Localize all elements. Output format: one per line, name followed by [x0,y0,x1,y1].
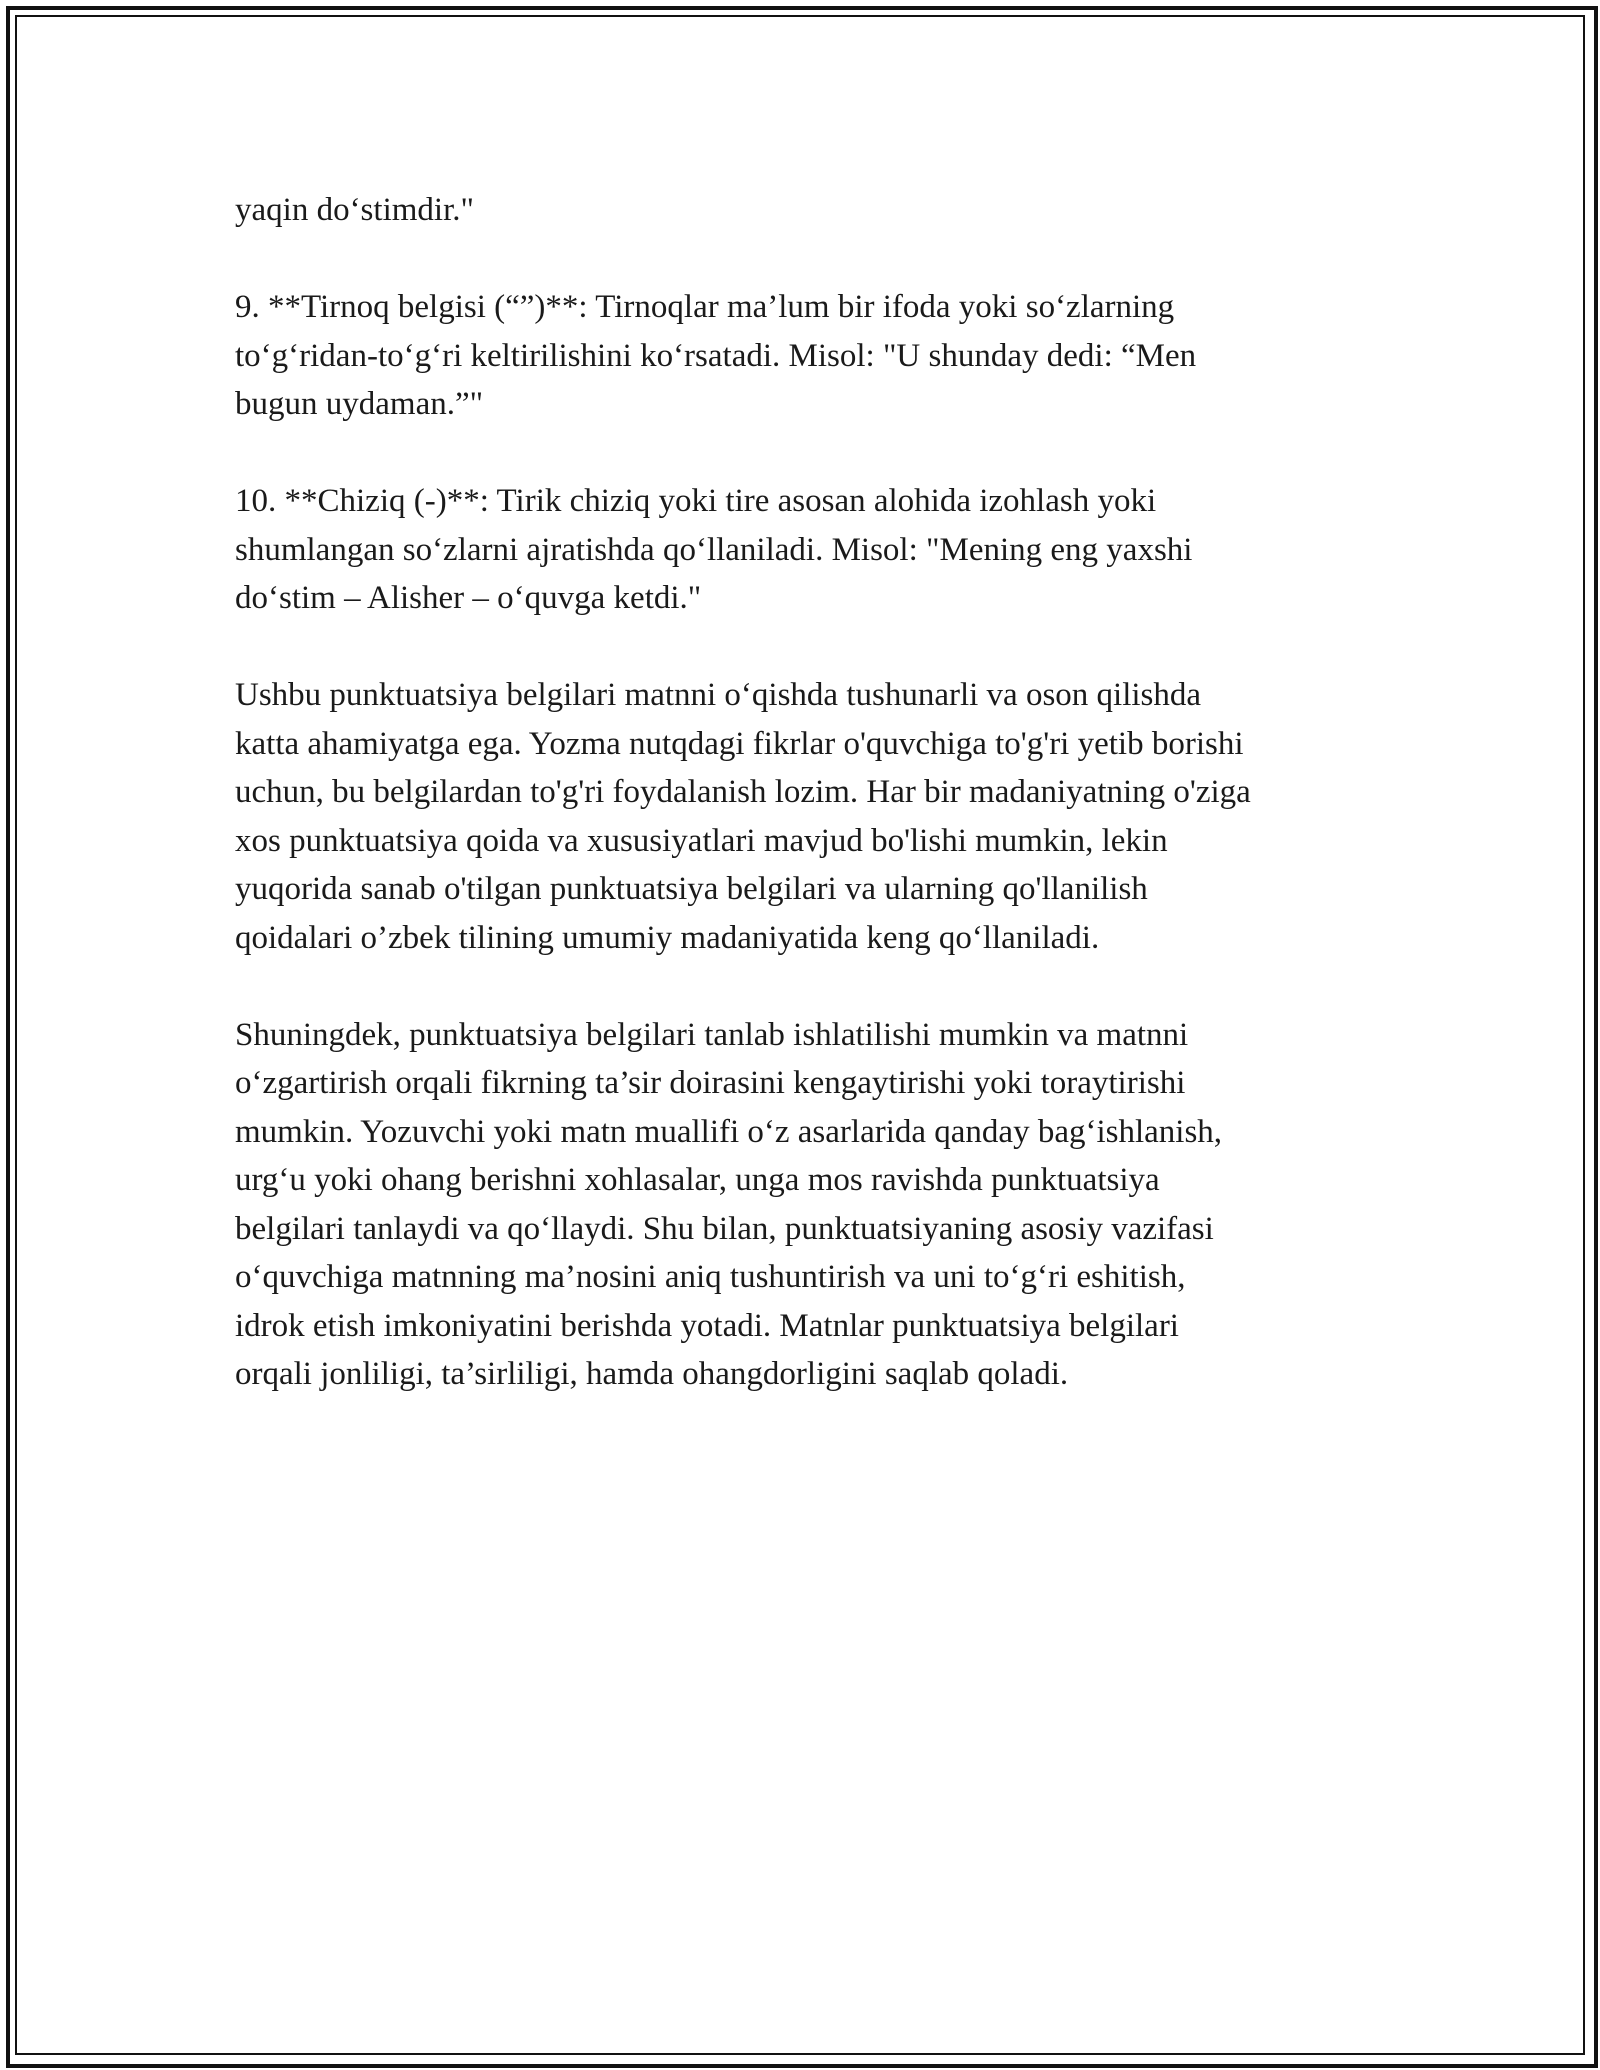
paragraph-importance: Ushbu punktuatsiya belgilari matnni o‘qishda tushunarli va oson qilishda katta ahamiyatga ega. Yozma nutqdagi fikrlar o'quvchiga to'g'ri yetib borishi uchun, bu belgilardan to'g'ri foydalanish lozim. Har bir madaniyatning o'ziga xos punktuatsiya qoida va xususiyatlari mavjud bo'lishi mumkin, lekin yuqorida sanab o'tilgan punktuatsiya belgilari va ularning qo'llanilish qoidalari o’zbek tilining umumiy madaniyatida keng qo‘llaniladi. [235,677,1251,956]
document-body [235,186,1385,1447]
paragraph-conclusion: Shuningdek, punktuatsiya belgilari tanlab ishlatilishi mumkin va matnni o‘zgartirish orqali fikrning ta’sir doirasini kengaytirishi yoki toraytirishi mumkin. Yozuvchi yoki matn muallifi o‘z asarlarida qanday bag‘ishlanish, urg‘u yoki ohang berishni xohlasalar, unga mos ravishda punktuatsiya belgilari tanlaydi va qo‘llaydi. Shu bilan, punktuatsiyaning asosiy vazifasi o‘quvchiga matnning ma’nosini aniq tushuntirish va uni to‘g‘ri eshitish, idrok etish imkoniyatini berishda yotadi. Matnlar punktuatsiya belgilari orqali jonliligi, ta’sirliligi, hamda ohangdorligini saqlab qoladi. [235,1016,1223,1392]
paragraph-item-10-chiziq: 10. **Chiziq (-)**: Tirik chiziq yoki tire asosan alohida izohlash yoki shumlangan so‘zlarni ajratishda qo‘llaniladi. Misol: "Mening eng yaxshi do‘stim – Alisher – o‘quvga ketdi." [235,483,1193,616]
paragraph-continuation: yaqin do‘stimdir." [235,192,474,228]
paragraph-item-9-tirnoq: 9. **Tirnoq belgisi (“”)**: Tirnoqlar ma’lum bir ifoda yoki so‘zlarning to‘g‘ridan-to‘g‘ri keltirilishini ko‘rsatadi. Misol: "U shunday dedi: “Men bugun uydaman.”" [235,289,1197,422]
